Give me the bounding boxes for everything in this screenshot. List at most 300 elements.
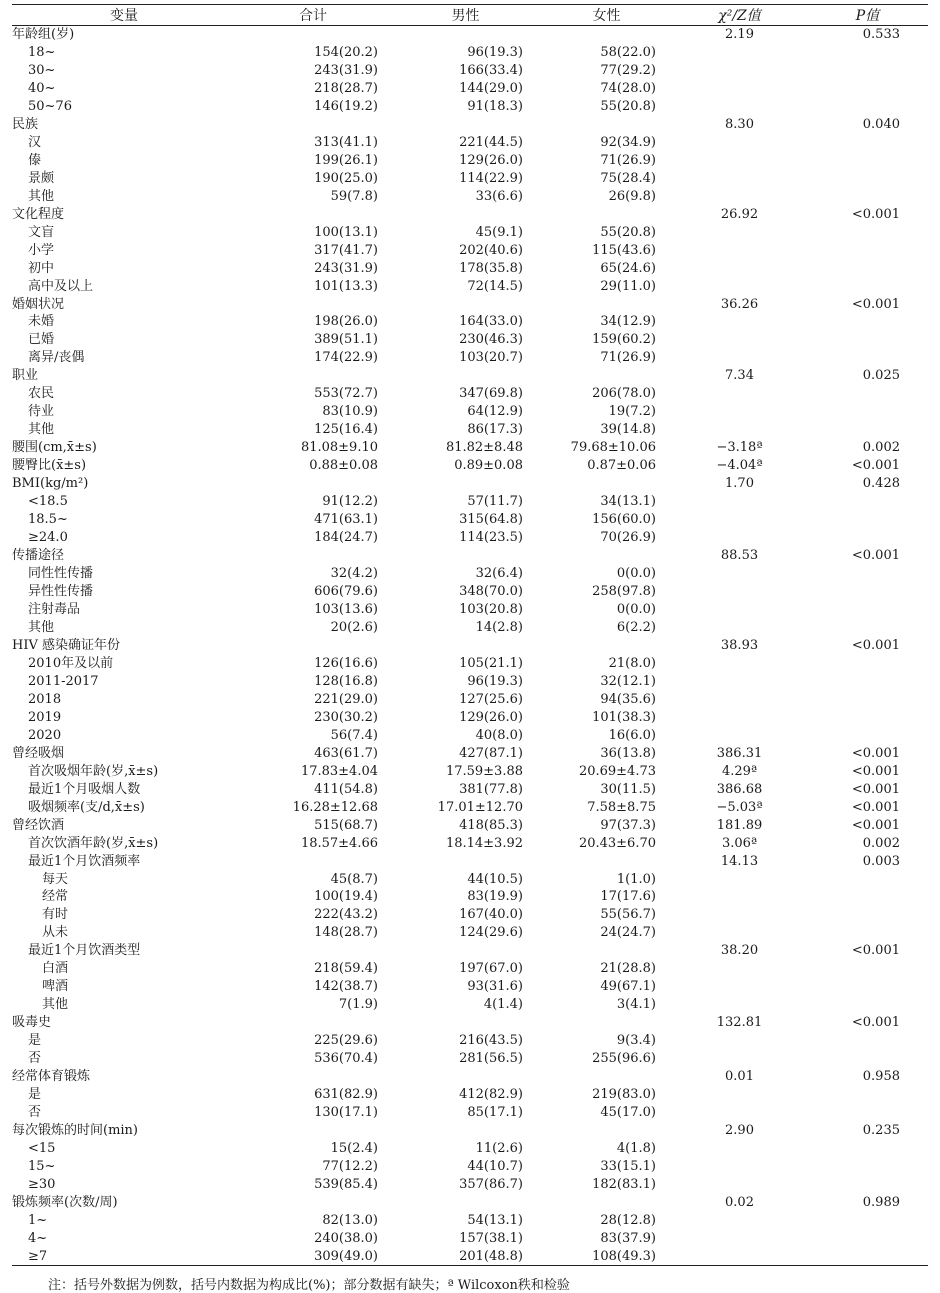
cell-p-value xyxy=(807,924,928,942)
cell-p-value: 0.533 xyxy=(862,27,900,43)
cell-male: 11(2.6) xyxy=(475,1141,523,1157)
cell-male: 83(19.9) xyxy=(467,889,523,905)
cell-statistic xyxy=(672,1104,807,1122)
cell-p-value: 0.003 xyxy=(862,853,900,869)
cell-p-value xyxy=(807,708,928,726)
cell-male xyxy=(390,942,541,960)
cell-statistic: 1.70 xyxy=(725,476,754,492)
cell-male: 33(6.6) xyxy=(475,188,523,204)
cell-female: 206(78.0) xyxy=(592,386,656,402)
cell-total xyxy=(236,1122,390,1140)
cell-male xyxy=(390,295,541,313)
cell-female: 97(37.3) xyxy=(600,817,656,833)
cell-male: 96(19.3) xyxy=(467,44,523,60)
table-row xyxy=(12,942,928,960)
cell-total: 56(7.4) xyxy=(330,727,378,743)
cell-female xyxy=(541,205,672,223)
table-row xyxy=(12,493,928,511)
cell-total: 221(29.0) xyxy=(314,691,378,707)
cell-total xyxy=(236,295,390,313)
cell-p-value: 0.989 xyxy=(862,1194,900,1210)
cell-total: 45(8.7) xyxy=(330,871,378,887)
cell-p-value: 0.025 xyxy=(862,368,900,384)
cell-total: 199(26.1) xyxy=(314,152,378,168)
table-row xyxy=(12,1086,928,1104)
table-row xyxy=(12,672,928,690)
table-row xyxy=(12,385,928,403)
cell-total: 631(82.9) xyxy=(314,1087,378,1103)
cell-p-value xyxy=(807,672,928,690)
cell-p-value xyxy=(807,1086,928,1104)
row-label: 注射毒品 xyxy=(28,601,81,617)
cell-p-value: <0.001 xyxy=(851,943,900,959)
cell-statistic xyxy=(672,654,807,672)
cell-total: 222(43.2) xyxy=(314,907,378,923)
cell-female: 3(4.1) xyxy=(616,997,656,1013)
cell-statistic xyxy=(672,133,807,151)
table-row xyxy=(12,26,928,44)
cell-female: 115(43.6) xyxy=(592,242,656,258)
cell-male: 0.89±0.08 xyxy=(454,458,523,474)
table-row xyxy=(12,79,928,97)
cell-female xyxy=(541,1014,672,1032)
row-label: 2010年及以前 xyxy=(28,655,114,671)
cell-male xyxy=(390,1193,541,1211)
row-label: 景颇 xyxy=(28,170,55,186)
cell-statistic xyxy=(672,493,807,511)
table-row xyxy=(12,1068,928,1086)
cell-female: 20.43±6.70 xyxy=(578,835,656,851)
row-label: <18.5 xyxy=(28,494,68,510)
cell-total: 16.28±12.68 xyxy=(292,799,378,815)
cell-p-value xyxy=(807,97,928,115)
cell-male: 40(8.0) xyxy=(475,727,523,743)
cell-female: 20.69±4.73 xyxy=(578,763,656,779)
cell-total xyxy=(236,1014,390,1032)
row-label: 每次锻炼的时间(min) xyxy=(12,1123,139,1139)
cell-total: 130(17.1) xyxy=(314,1105,378,1121)
table-row xyxy=(12,349,928,367)
table-row xyxy=(12,259,928,277)
table-row xyxy=(12,97,928,115)
cell-male xyxy=(390,1068,541,1086)
table-row xyxy=(12,421,928,439)
cell-total: 471(63.1) xyxy=(314,512,378,528)
row-label: 最近1个月吸烟人数 xyxy=(28,781,141,797)
cell-p-value: 0.958 xyxy=(862,1069,900,1085)
cell-total: 7(1.9) xyxy=(338,997,378,1013)
row-label: 文盲 xyxy=(28,224,55,240)
cell-p-value xyxy=(807,43,928,61)
cell-male: 103(20.8) xyxy=(459,601,523,617)
cell-male: 216(43.5) xyxy=(459,1033,523,1049)
cell-female xyxy=(541,26,672,44)
cell-male: 54(13.1) xyxy=(467,1212,523,1228)
row-label: 最近1个月饮酒频率 xyxy=(28,853,141,869)
row-label: 啤酒 xyxy=(42,979,69,995)
cell-total: 0.88±0.08 xyxy=(309,458,378,474)
cell-total: 100(19.4) xyxy=(314,889,378,905)
cell-total: 18.57±4.66 xyxy=(300,835,378,851)
cell-female xyxy=(541,636,672,654)
cell-p-value xyxy=(807,511,928,529)
row-label: 白酒 xyxy=(42,961,69,977)
cell-statistic xyxy=(672,906,807,924)
cell-female: 21(8.0) xyxy=(608,655,656,671)
cell-statistic xyxy=(672,1032,807,1050)
cell-female: 182(83.1) xyxy=(592,1176,656,1192)
table-row xyxy=(12,1193,928,1211)
cell-statistic xyxy=(672,601,807,619)
cell-total xyxy=(236,852,390,870)
cell-male: 157(38.1) xyxy=(459,1230,523,1246)
cell-male: 17.59±3.88 xyxy=(445,763,523,779)
row-label: HIV 感染确证年份 xyxy=(12,637,120,653)
cell-statistic: 4.29ª xyxy=(721,763,758,779)
row-label: 2020 xyxy=(28,727,62,743)
row-label: 曾经吸烟 xyxy=(12,745,65,761)
row-label: 未婚 xyxy=(28,314,55,330)
cell-total: 515(68.7) xyxy=(314,817,378,833)
cell-female: 55(20.8) xyxy=(600,98,656,114)
header-male: 男性 xyxy=(390,5,541,26)
table-row xyxy=(12,888,928,906)
table-row xyxy=(12,924,928,942)
table-row xyxy=(12,1211,928,1229)
cell-female: 75(28.4) xyxy=(600,170,656,186)
cell-total: 126(16.6) xyxy=(314,655,378,671)
table-row xyxy=(12,708,928,726)
cell-statistic xyxy=(672,690,807,708)
row-label: 其他 xyxy=(28,619,55,635)
row-label: 异性性传播 xyxy=(28,584,94,600)
cell-total: 317(41.7) xyxy=(314,242,378,258)
cell-statistic: −3.18ª xyxy=(716,440,763,456)
cell-female: 156(60.0) xyxy=(592,512,656,528)
cell-total: 59(7.8) xyxy=(330,188,378,204)
cell-p-value xyxy=(807,187,928,205)
cell-p-value xyxy=(807,1211,928,1229)
row-label: 傣 xyxy=(28,152,42,168)
cell-female: 55(56.7) xyxy=(600,907,656,923)
cell-statistic xyxy=(672,978,807,996)
cell-male: 201(48.8) xyxy=(390,1247,541,1265)
cell-male: 93(31.6) xyxy=(467,979,523,995)
cell-total: 174(22.9) xyxy=(314,350,378,366)
cell-total: 190(25.0) xyxy=(314,170,378,186)
cell-female xyxy=(541,547,672,565)
cell-p-value xyxy=(807,601,928,619)
cell-p-value xyxy=(807,79,928,97)
cell-male: 127(25.6) xyxy=(459,691,523,707)
cell-statistic xyxy=(672,618,807,636)
cell-female: 83(37.9) xyxy=(600,1230,656,1246)
cell-p-value xyxy=(807,996,928,1014)
row-label: 吸毒史 xyxy=(12,1015,52,1031)
table-row xyxy=(12,205,928,223)
table-row xyxy=(12,277,928,295)
cell-female: 58(22.0) xyxy=(600,44,656,60)
cell-male: 427(87.1) xyxy=(459,745,523,761)
cell-total: 101(13.3) xyxy=(314,278,378,294)
cell-statistic: 26.92 xyxy=(720,206,759,222)
cell-male: 57(11.7) xyxy=(467,494,523,510)
table-row xyxy=(12,43,928,61)
cell-statistic: 0.02 xyxy=(725,1194,754,1210)
cell-statistic: 0.01 xyxy=(725,1069,754,1085)
cell-male: 72(14.5) xyxy=(467,278,523,294)
cell-p-value xyxy=(807,978,928,996)
cell-male: 44(10.5) xyxy=(467,871,523,887)
cell-statistic: 38.20 xyxy=(720,943,759,959)
cell-statistic xyxy=(672,529,807,547)
cell-statistic xyxy=(672,1229,807,1247)
cell-male: 44(10.7) xyxy=(467,1159,523,1175)
cell-total: 154(20.2) xyxy=(314,44,378,60)
cell-total: 32(4.2) xyxy=(330,566,378,582)
cell-total: 146(19.2) xyxy=(314,98,378,114)
cell-male xyxy=(390,636,541,654)
cell-female: 49(67.1) xyxy=(600,979,656,995)
row-label: 18.5~ xyxy=(28,512,68,528)
cell-statistic xyxy=(672,583,807,601)
cell-total: 91(12.2) xyxy=(322,494,378,510)
table-row xyxy=(12,798,928,816)
cell-female: 9(3.4) xyxy=(616,1033,656,1049)
cell-total: 198(26.0) xyxy=(314,314,378,330)
cell-male: 381(77.8) xyxy=(459,781,523,797)
table-row xyxy=(12,61,928,79)
cell-statistic: 36.26 xyxy=(720,296,759,312)
cell-total xyxy=(236,636,390,654)
cell-statistic xyxy=(672,1050,807,1068)
cell-female xyxy=(541,367,672,385)
cell-p-value xyxy=(807,169,928,187)
table-row xyxy=(12,870,928,888)
row-label: 小学 xyxy=(28,242,55,258)
cell-male: 18.14±3.92 xyxy=(445,835,523,851)
table-footnote: 注：括号外数据为例数，括号内数据为构成比(%)；部分数据有缺失；ª Wilcoxon秩和检验 xyxy=(48,1278,570,1293)
cell-total: 243(31.9) xyxy=(314,260,378,276)
cell-female: 34(13.1) xyxy=(600,494,656,510)
row-label: 首次饮酒年龄(岁,x̄±s) xyxy=(28,835,159,851)
cell-total: 128(16.8) xyxy=(314,673,378,689)
row-label: 高中及以上 xyxy=(28,278,94,294)
table-row xyxy=(12,1122,928,1140)
cell-female: 7.58±8.75 xyxy=(587,799,656,815)
cell-male: 17.01±12.70 xyxy=(437,799,523,815)
cell-total: 100(13.1) xyxy=(314,224,378,240)
table-row xyxy=(12,1014,928,1032)
cell-female: 219(83.0) xyxy=(592,1087,656,1103)
cell-statistic: 8.30 xyxy=(725,116,754,132)
cell-statistic: 132.81 xyxy=(716,1015,763,1031)
cell-male: 315(64.8) xyxy=(459,512,523,528)
cell-total: 553(72.7) xyxy=(314,386,378,402)
cell-p-value xyxy=(807,61,928,79)
row-label: 否 xyxy=(28,1105,42,1121)
cell-male: 164(33.0) xyxy=(459,314,523,330)
cell-p-value xyxy=(807,349,928,367)
cell-total: 184(24.7) xyxy=(314,530,378,546)
cell-male: 85(17.1) xyxy=(467,1105,523,1121)
cell-statistic xyxy=(672,223,807,241)
cell-male: 14(2.8) xyxy=(475,619,523,635)
table-row xyxy=(12,654,928,672)
table-row xyxy=(12,151,928,169)
header-statistic: χ²/Z值 xyxy=(672,5,807,26)
header-p-value: P值 xyxy=(807,5,928,26)
cell-p-value: 0.428 xyxy=(862,476,900,492)
cell-female: 79.68±10.06 xyxy=(570,440,656,456)
cell-p-value xyxy=(807,690,928,708)
table-row xyxy=(12,601,928,619)
cell-statistic xyxy=(672,349,807,367)
cell-p-value xyxy=(807,726,928,744)
cell-p-value xyxy=(807,1247,928,1265)
cell-male: 105(21.1) xyxy=(459,655,523,671)
cell-total: 17.83±4.04 xyxy=(300,763,378,779)
cell-statistic xyxy=(672,996,807,1014)
table-row xyxy=(12,816,928,834)
cell-female: 1(1.0) xyxy=(616,871,656,887)
cell-p-value xyxy=(807,1229,928,1247)
cell-male: 86(17.3) xyxy=(467,422,523,438)
row-label: 已婚 xyxy=(28,332,55,348)
cell-female: 258(97.8) xyxy=(592,584,656,600)
row-label: 最近1个月饮酒类型 xyxy=(28,943,141,959)
cell-total: 309(49.0) xyxy=(236,1247,390,1265)
cell-female: 29(11.0) xyxy=(600,278,656,294)
cell-p-value: <0.001 xyxy=(851,817,900,833)
cell-total xyxy=(236,1068,390,1086)
cell-p-value xyxy=(807,1140,928,1158)
cell-male: 166(33.4) xyxy=(459,62,523,78)
cell-statistic: 38.93 xyxy=(720,637,759,653)
cell-total: 81.08±9.10 xyxy=(300,440,378,456)
cell-female: 101(38.3) xyxy=(592,709,656,725)
table-row xyxy=(12,187,928,205)
cell-male: 103(20.7) xyxy=(459,350,523,366)
cell-male: 45(9.1) xyxy=(475,224,523,240)
cell-p-value xyxy=(807,1050,928,1068)
cell-female: 34(12.9) xyxy=(600,314,656,330)
cell-female: 19(7.2) xyxy=(608,404,656,420)
cell-statistic xyxy=(672,1158,807,1176)
cell-male: 197(67.0) xyxy=(459,961,523,977)
cell-statistic xyxy=(672,241,807,259)
cell-female: 21(28.8) xyxy=(600,961,656,977)
row-label: 婚姻状况 xyxy=(12,296,65,312)
cell-total: 230(30.2) xyxy=(314,709,378,725)
cell-male xyxy=(390,26,541,44)
cell-total: 77(12.2) xyxy=(322,1159,378,1175)
cell-statistic xyxy=(672,960,807,978)
row-label: 吸烟频率(支/d,x̄±s) xyxy=(28,799,145,815)
cell-female: 92(34.9) xyxy=(600,134,656,150)
cell-statistic xyxy=(672,870,807,888)
cell-total xyxy=(236,1193,390,1211)
cell-p-value: <0.001 xyxy=(851,799,900,815)
row-label: 传播途径 xyxy=(12,548,65,564)
cell-statistic xyxy=(672,1211,807,1229)
cell-statistic xyxy=(672,385,807,403)
cell-statistic: 14.13 xyxy=(720,853,759,869)
cell-female: 4(1.8) xyxy=(616,1141,656,1157)
cell-p-value xyxy=(807,1104,928,1122)
header-variable: 变量 xyxy=(12,5,236,26)
cell-total: 125(16.4) xyxy=(314,422,378,438)
table-row xyxy=(12,1140,928,1158)
cell-total: 389(51.1) xyxy=(314,332,378,348)
cell-p-value xyxy=(807,421,928,439)
cell-statistic: 3.06ª xyxy=(721,835,758,851)
cell-p-value xyxy=(807,493,928,511)
row-label: 初中 xyxy=(28,260,55,276)
cell-female: 36(13.8) xyxy=(600,745,656,761)
cell-total: 148(28.7) xyxy=(314,925,378,941)
cell-statistic xyxy=(672,187,807,205)
row-label: 是 xyxy=(28,1087,42,1103)
cell-male: 144(29.0) xyxy=(459,80,523,96)
cell-female xyxy=(541,942,672,960)
header-total: 合计 xyxy=(236,5,390,26)
cell-p-value: 0.002 xyxy=(862,440,900,456)
row-label: 2019 xyxy=(28,709,62,725)
cell-statistic xyxy=(672,79,807,97)
cell-female xyxy=(541,1122,672,1140)
row-label: 1~ xyxy=(28,1212,48,1228)
cell-statistic xyxy=(672,924,807,942)
table-row xyxy=(12,960,928,978)
table-row xyxy=(12,744,928,762)
cell-male xyxy=(390,1122,541,1140)
cell-p-value xyxy=(807,654,928,672)
table-row xyxy=(12,1032,928,1050)
table-row xyxy=(12,762,928,780)
cell-male xyxy=(390,1014,541,1032)
cell-total xyxy=(236,205,390,223)
cell-statistic: 181.89 xyxy=(716,817,763,833)
cell-female: 108(49.3) xyxy=(541,1247,672,1265)
cell-female: 70(26.9) xyxy=(600,530,656,546)
cell-p-value xyxy=(807,277,928,295)
table-row xyxy=(12,852,928,870)
cell-statistic xyxy=(672,97,807,115)
cell-female xyxy=(541,475,672,493)
cell-statistic xyxy=(672,1176,807,1194)
cell-p-value xyxy=(807,313,928,331)
cell-statistic xyxy=(672,169,807,187)
table-row xyxy=(12,331,928,349)
row-label: 锻炼频率(次数/周) xyxy=(12,1194,118,1210)
row-label: 曾经饮酒 xyxy=(12,817,65,833)
table-row xyxy=(12,367,928,385)
cell-statistic xyxy=(672,259,807,277)
row-label: ≥30 xyxy=(28,1176,56,1192)
table-row xyxy=(12,1050,928,1068)
row-label: 否 xyxy=(28,1051,42,1067)
table-row xyxy=(12,996,928,1014)
cell-male xyxy=(390,852,541,870)
table-row xyxy=(12,223,928,241)
row-label: 4~ xyxy=(28,1230,48,1246)
row-label: 经常体育锻炼 xyxy=(12,1069,91,1085)
cell-total: 83(10.9) xyxy=(322,404,378,420)
table-row xyxy=(12,1158,928,1176)
table-row xyxy=(12,618,928,636)
cell-total: 539(85.4) xyxy=(314,1176,378,1192)
